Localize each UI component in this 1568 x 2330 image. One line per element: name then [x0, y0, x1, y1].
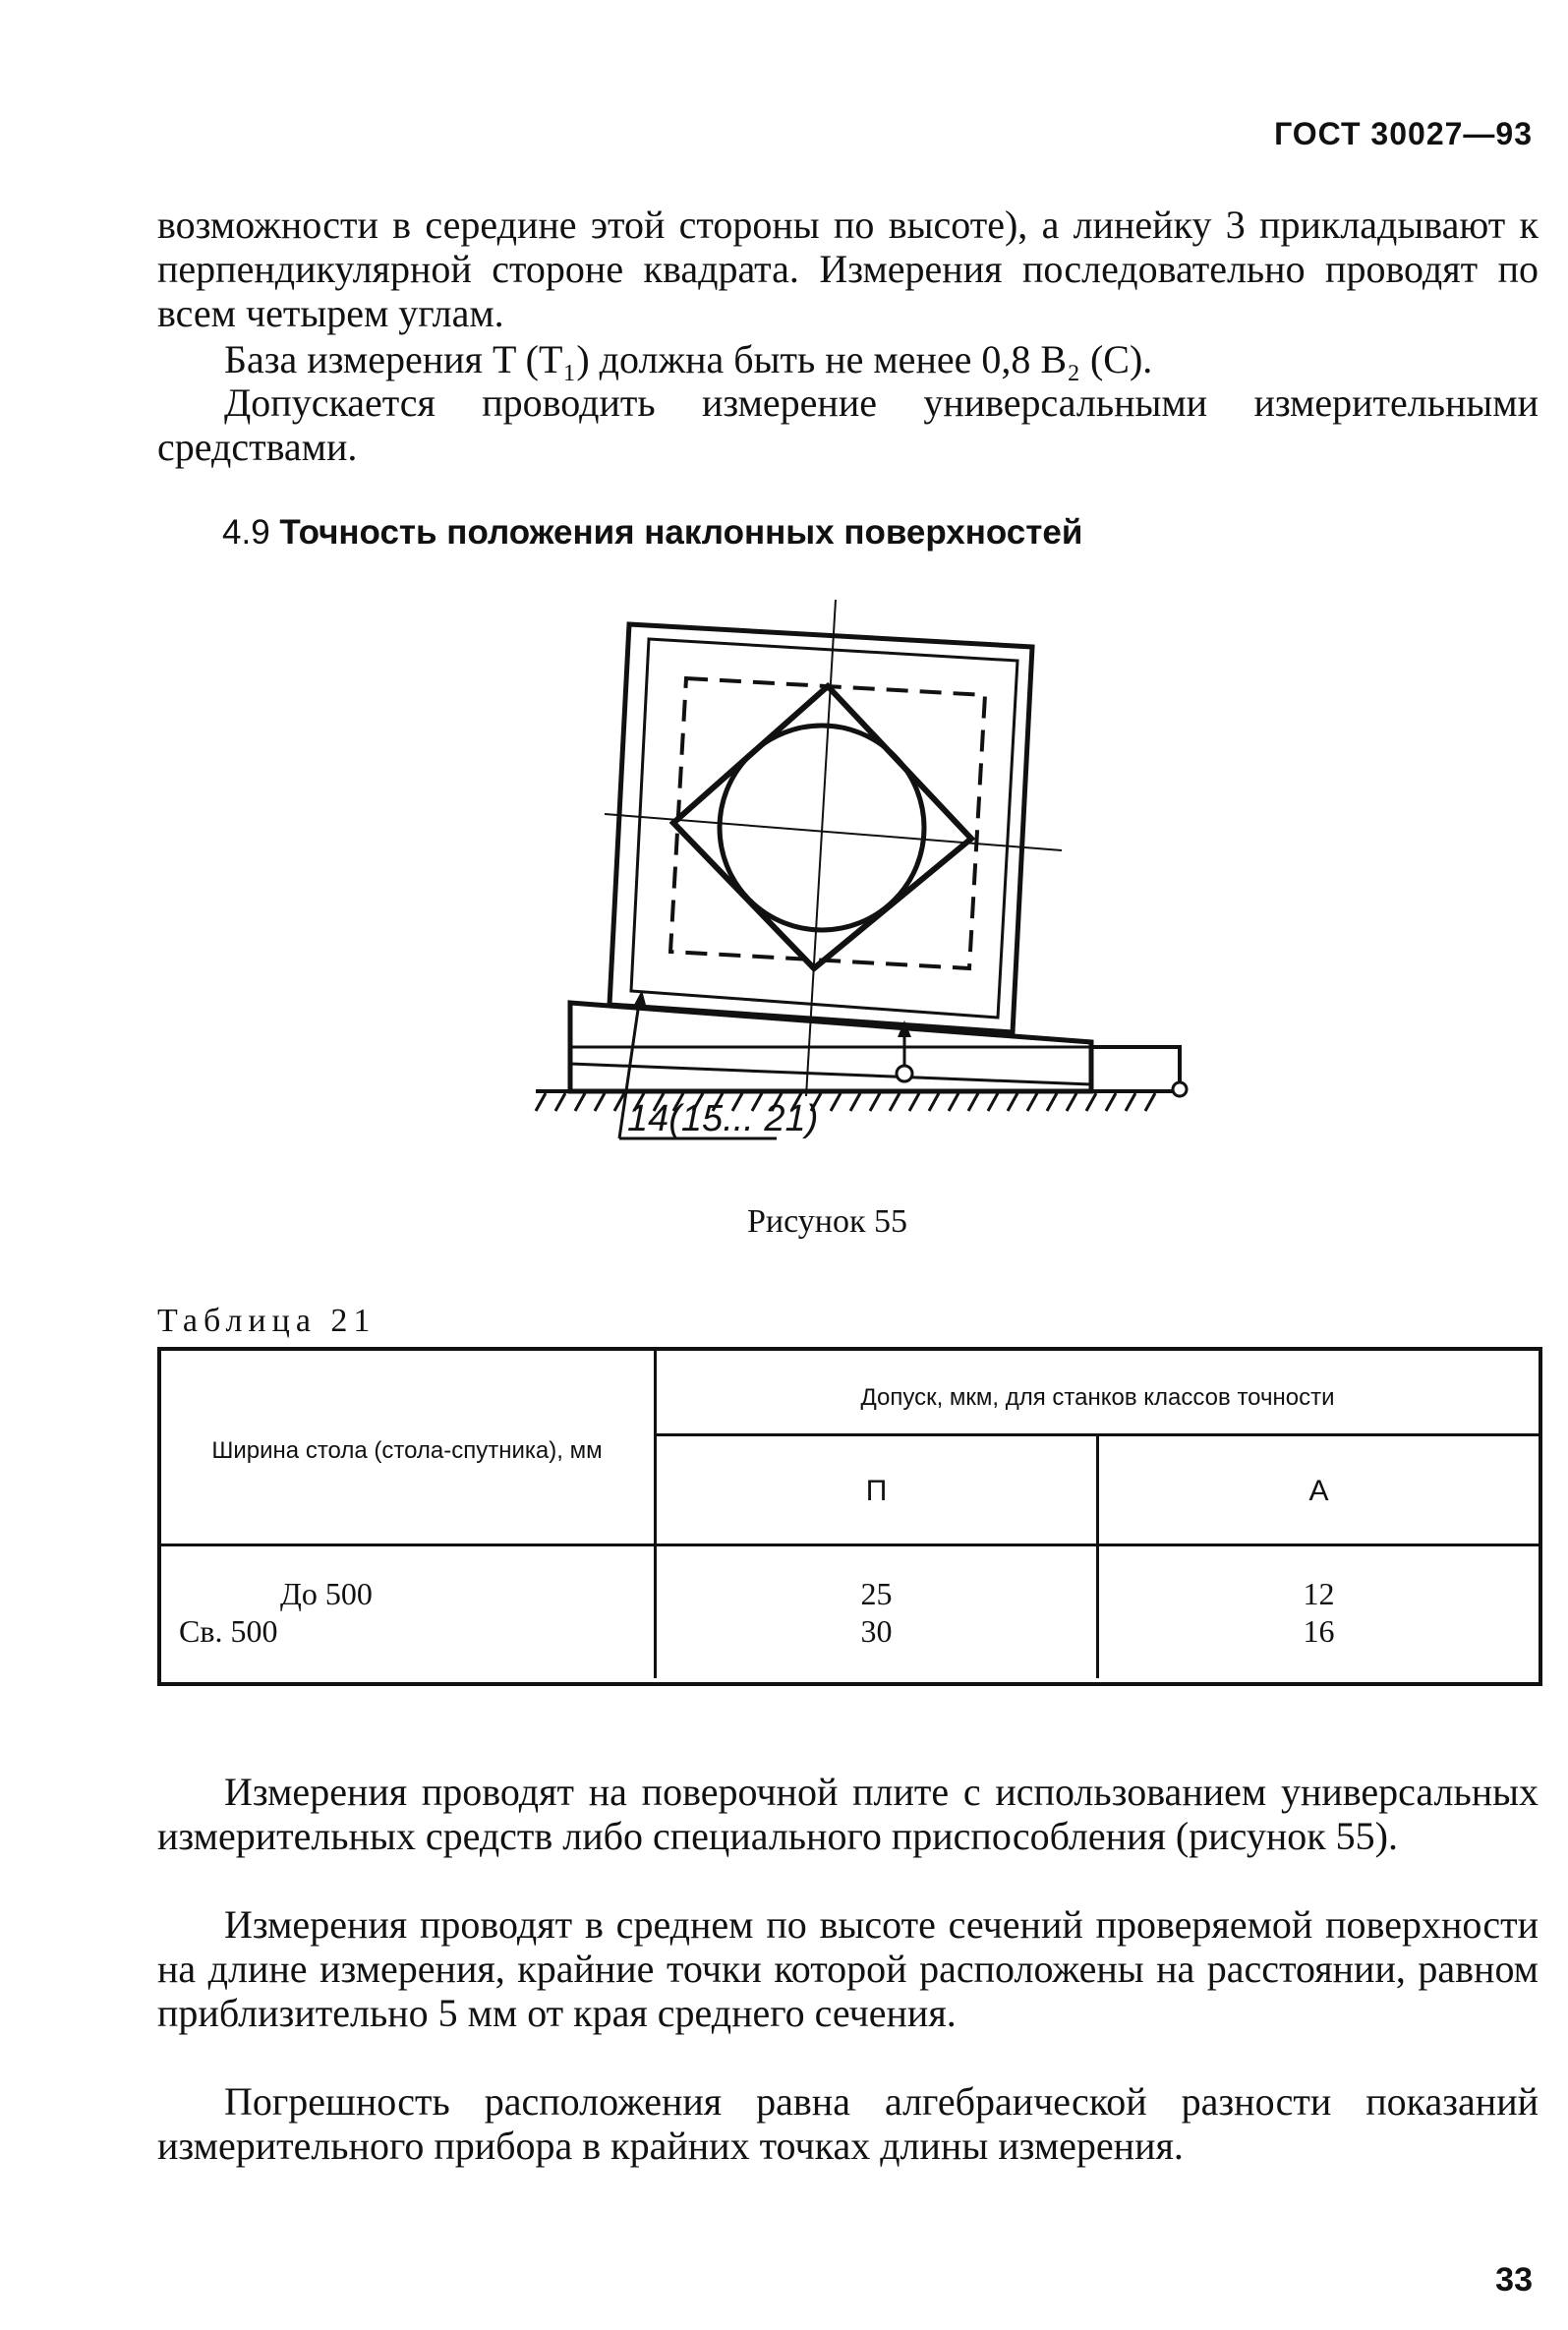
paragraph-measurement-plate: Измерения проводят на поверочной плите с использованием универсальных измерительных средств либо специального приспособления (рисунок 55). — [157, 1770, 1539, 1858]
header-tolerance-group: Допуск, мкм, для станков классов точности — [860, 1384, 1335, 1411]
header-class-p: П — [865, 1475, 888, 1507]
table-label: Таблица 21 — [157, 1303, 377, 1339]
horizontal-centerline — [605, 814, 1062, 850]
header-width: Ширина стола (стола-спутника), мм — [211, 1437, 603, 1464]
section-number: 4.9 — [222, 513, 270, 552]
row1-class-p: 25 — [860, 1576, 893, 1611]
row-width-1: До 500 — [280, 1576, 373, 1611]
indicator-contact — [897, 1066, 912, 1081]
wedge-line — [570, 1064, 1091, 1084]
paragraph-base: База измерения T (T₁) должна быть не менее 0,8 B₂ (C). — [224, 337, 1153, 381]
page-number: 33 — [1495, 2261, 1533, 2299]
section-title: Точность положения наклонных поверхностей — [279, 513, 1083, 552]
table-divider-group — [654, 1433, 1539, 1436]
slide-block — [1091, 1047, 1180, 1091]
paragraph-error: Погрешность расположения равна алгебраической разности показаний измерительного прибора в крайних точках длины измерения. — [157, 2079, 1539, 2168]
support-pivot — [1173, 1082, 1187, 1096]
figure-label: 14(15... 21) — [627, 1098, 819, 1139]
tolerance-table — [157, 1347, 1539, 1686]
figure-55-drawing — [511, 600, 1199, 1190]
header-class-a: А — [1308, 1475, 1329, 1507]
row2-class-a: 16 — [1303, 1613, 1335, 1649]
section-heading — [222, 513, 1082, 553]
paragraph-allowed: Допускается проводить измерение универсальными измерительными средствами. — [157, 380, 1539, 469]
row1-class-a: 12 — [1303, 1576, 1335, 1611]
row2-class-p: 30 — [860, 1613, 893, 1649]
paragraph-measurement-sections: Измерения проводят в среднем по высоте сечений проверяемой поверхности на длине измерения, крайние точки которой расположены на расстоянии, равном приблизительно 5 мм от края среднего сечения. — [157, 1902, 1539, 2035]
row-width-2: Св. 500 — [179, 1613, 278, 1649]
figure-caption: Рисунок 55 — [747, 1203, 907, 1240]
table-divider-header — [161, 1544, 1539, 1546]
document-header: ГОСТ 30027—93 — [1274, 116, 1533, 151]
paragraph-continuation: возможности в середине этой стороны по высоте), а линейку 3 прикладывают к перпендикулярной стороне квадрата. Измерения последовательно проводят по всем четырем углам. — [157, 203, 1539, 335]
